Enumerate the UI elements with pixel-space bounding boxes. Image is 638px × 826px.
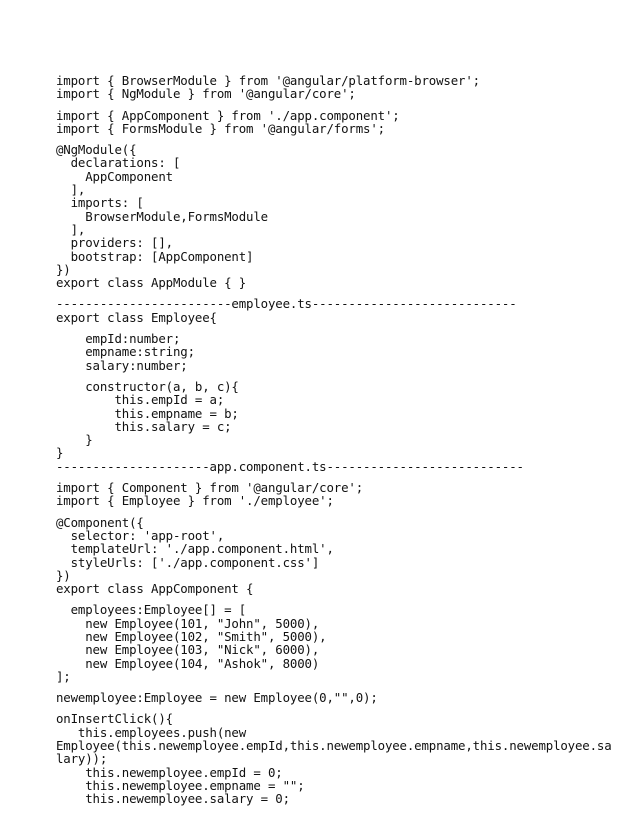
code-line: this.employees.push(new bbox=[56, 724, 247, 740]
code-line: ], bbox=[56, 221, 86, 237]
code-line: new Employee(102, "Smith", 5000), bbox=[56, 628, 327, 644]
code-line: import { BrowserModule } from '@angular/platform-browser'; bbox=[56, 73, 480, 88]
code-line: empId:number; bbox=[56, 331, 181, 347]
code-line: import { FormsModule } from '@angular/forms'; bbox=[56, 120, 385, 136]
code-line: import { Employee } from './employee'; bbox=[56, 493, 334, 509]
code-line: AppComponent bbox=[56, 168, 173, 184]
code-line: this.salary = c; bbox=[56, 418, 232, 434]
code-line: templateUrl: './app.component.html', bbox=[56, 541, 334, 557]
code-line: }) bbox=[56, 567, 71, 583]
code-line: export class AppComponent { bbox=[56, 581, 254, 597]
code-line: ], bbox=[56, 182, 86, 198]
code-line: onInsertClick(){ bbox=[56, 711, 173, 727]
code-line: this.newemployee.empname = ""; bbox=[56, 777, 305, 793]
code-line: this.empId = a; bbox=[56, 392, 225, 408]
code-line: new Employee(104, "Ashok", 8000) bbox=[56, 655, 320, 671]
code-line: this.newemployee.salary = 0; bbox=[56, 791, 290, 807]
code-line: import { AppComponent } from './app.component'; bbox=[56, 107, 400, 123]
code-line: this.empname = b; bbox=[56, 405, 239, 421]
code-line: @NgModule({ bbox=[56, 142, 137, 158]
code-line: providers: [], bbox=[56, 235, 173, 251]
code-line: lary)); bbox=[56, 751, 108, 767]
code-line: empname:string; bbox=[56, 344, 195, 360]
code-line: import { NgModule } from '@angular/core'; bbox=[56, 86, 356, 102]
code-line: salary:number; bbox=[56, 357, 188, 373]
code-line: ]; bbox=[56, 668, 71, 684]
code-line: } bbox=[56, 432, 93, 448]
code-line: BrowserModule,FormsModule bbox=[56, 208, 268, 224]
code-line: constructor(a, b, c){ bbox=[56, 378, 239, 394]
code-line: } bbox=[56, 445, 64, 461]
code-line: newemployee:Employee = new Employee(0,"",0); bbox=[56, 690, 378, 706]
code-line: }) bbox=[56, 261, 71, 277]
code-line: export class Employee{ bbox=[56, 309, 217, 325]
code-line: Employee(this.newemployee.empId,this.newemployee.empname,this.newemployee.sa bbox=[56, 738, 612, 754]
code-line: @Component({ bbox=[56, 514, 144, 530]
code-line bbox=[56, 135, 616, 143]
code-line: declarations: [ bbox=[56, 155, 181, 171]
code-line: export class AppModule { } bbox=[56, 275, 247, 291]
code-line: new Employee(101, "John", 5000), bbox=[56, 615, 320, 631]
code-listing bbox=[56, 74, 616, 806]
code-line: employees:Employee[] = [ bbox=[56, 602, 247, 618]
code-line: new Employee(103, "Nick", 6000), bbox=[56, 642, 320, 658]
code-line: bootstrap: [AppComponent] bbox=[56, 248, 254, 264]
code-line: selector: 'app-root', bbox=[56, 527, 225, 543]
code-line: styleUrls: ['./app.component.css'] bbox=[56, 554, 320, 570]
code-line: import { Component } from '@angular/core'; bbox=[56, 480, 364, 496]
code-line: ------------------------employee.ts---------------------------- bbox=[56, 296, 517, 312]
code-line: imports: [ bbox=[56, 195, 144, 211]
code-line: this.newemployee.empId = 0; bbox=[56, 764, 283, 780]
code-line: ---------------------app.component.ts--------------------------- bbox=[56, 458, 524, 474]
